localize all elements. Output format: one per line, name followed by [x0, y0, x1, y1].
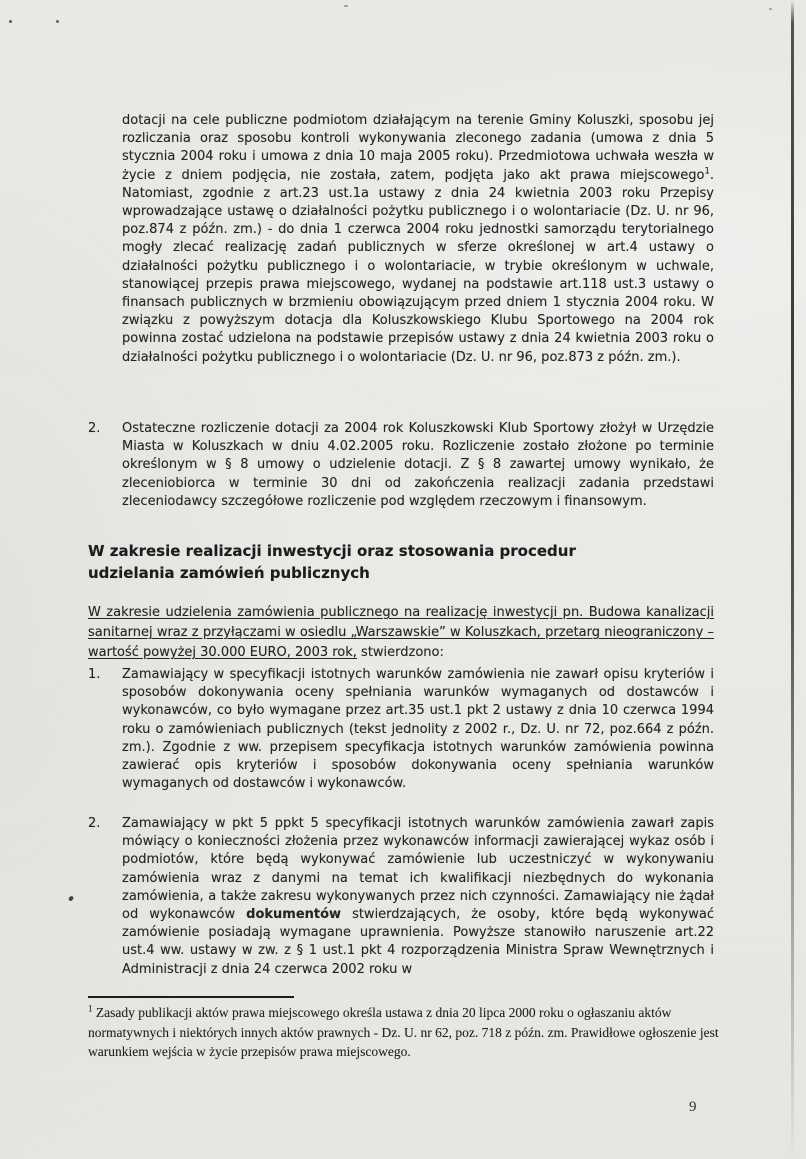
finding-item-1 — [88, 666, 714, 793]
section-heading-line: W zakresie realizacji inwestycji oraz stosowania procedur — [88, 542, 576, 560]
page-number: 9 — [689, 1099, 697, 1115]
item-text-bold: dokumentów — [246, 907, 342, 923]
section-heading — [88, 541, 714, 584]
item-text-segment: stwierdzających, że osoby, które będą wykonywać zamówienie posiadają wymagane uprawnienia. Powyższe stanowiło naruszenie art.22 ust.4 ww. ustawy w zw. z § 1 ust.1 pkt 4 rozporządzenia Ministra Spraw Wewnętrznych i Administracji z dnia 24 czerwca 2002 roku w — [122, 907, 714, 977]
item-text — [122, 815, 714, 979]
footnote — [88, 996, 738, 1062]
item-number: 2. — [88, 816, 101, 831]
lead-tail-text: stwierdzono: — [356, 645, 444, 660]
section-heading-line: udzielania zamówień publicznych — [88, 563, 370, 582]
footnote-ref-marker: 1 — [704, 166, 710, 177]
scan-speck — [56, 20, 59, 23]
footnote-separator — [88, 996, 294, 998]
scan-artifact-line — [791, 0, 794, 1159]
item-number: 2. — [88, 421, 101, 436]
paragraph-text: dotacji na cele publiczne podmiotom działającym na terenie Gminy Koluszki, sposobu jej rozliczania oraz sposobu kontroli wykonywania zleconego zadania (umowa z dnia 5 stycznia 2004 roku i umowa z dnia 10 maja 2005 roku). Przedmiotowa uchwała weszła w życie z dniem podjęcia, nie została, zatem, podjęta jako akt prawa miejscowego — [122, 113, 714, 183]
item-text-segment: Zamawiający w pkt 5 ppkt 5 specyfikacji istotnych warunków zamówienia zawarł zapis mówiący o konieczności złożenia przez wykonawców informacji zawierającej wykaz osób i podmiotów, które będą wykonywać zamówienie lub uczestniczyć w wykonywaniu zamówienia wraz z danymi na temat ich kwalifikacji niezbędnych do wykonania zamówienia, a także zakresu wykonywanych przez nich czynności. Zamawiający nie żądał od wykonawców — [122, 816, 714, 923]
scan-speck — [769, 8, 772, 10]
lead-paragraph — [88, 603, 714, 663]
footnote-text — [88, 1003, 738, 1062]
item-number: 1. — [88, 667, 101, 682]
footnote-text-body: Zasady publikacji aktów prawa miejscowego określa ustawa z dnia 20 lipca 2000 roku o ogłaszaniu aktów normatywnych i niektórych innych aktów prawnych - Dz. U. nr 62, poz. 718 z późn. zm. Prawidłowe ogłoszenie jest warunkiem wejścia w życie przepisów prawa miejscowego. — [88, 1005, 719, 1059]
item-text: Ostateczne rozliczenie dotacji za 2004 rok Koluszkowski Klub Sportowy złożył w Urzędzie Miasta w Koluszkach w dniu 4.02.2005 roku. Rozliczenie zostało złożone po terminie określonym w § 8 umowy o udzielenie dotacji. Z § 8 zawartej umowy wynikało, że zleceniobiorca w terminie 30 dni od zakończenia realizacji zadania przedstawi zleceniodawcy szczegółowe rozliczenie pod względem rzeczowym i finansowym. — [122, 421, 714, 509]
footnote-ref-marker: 1 — [88, 1003, 93, 1014]
finding-item-2 — [88, 815, 714, 979]
numbered-item-2 — [88, 420, 714, 511]
lead-underlined-text: W zakresie udzielenia zamówienia publicznego na realizację inwestycji pn. Budowa kanalizacji sanitarnej wraz z przyłączami w osiedlu „Warszawskie” w Koluszkach, przetarg nieograniczony – wartość powyżej 30.000 EURO, 2003 rok, — [88, 605, 714, 660]
body-paragraph-continuation — [122, 112, 714, 367]
scan-speck — [9, 20, 12, 23]
margin-ink-mark — [68, 895, 74, 901]
item-text: Zamawiający w specyfikacji istotnych warunków zamówienia nie zawarł opisu kryteriów i sposobów dokonywania oceny spełniania warunków wymaganych od dostawców i wykonawców, co było wymagane przez art.35 ust.1 pkt 2 ustawy z dnia 10 czerwca 1994 roku o zamówieniach publicznych (tekst jednolity z 2002 r., Dz. U. nr 72, poz.664 z późn. zm.). Zgodnie z ww. przepisem specyfikacja istotnych warunków zamówienia powinna zawierać opis kryteriów i sposobów dokonywania oceny spełniania warunków wymaganych od dostawców i wykonawców. — [122, 667, 714, 792]
scan-speck — [344, 5, 348, 7]
paragraph-text: . Natomiast, zgodnie z art.23 ust.1a ustawy z dnia 24 kwietnia 2003 roku Przepisy wprowadzające ustawę o działalności pożytku publicznego i o wolontariacie (Dz. U. nr 96, poz.874 z późn. zm.) - do dnia 1 czerwca 2004 roku jednostki samorządu terytorialnego mogły zlecać realizację zadań publicznych w sferze określonej w art.4 ustawy o działalności pożytku publicznego i o wolontariacie, w trybie określonym w uchwale, stanowiącej przepis prawa miejscowego, wydanej na podstawie art.118 ust.3 ustawy o finansach publicznych w brzmieniu obowiązującym przed dniem 1 stycznia 2004 roku. W związku z powyższym dotacja dla Koluszkowskiego Klubu Sportowego na 2004 rok powinna zostać udzielona na podstawie przepisów ustawy z dnia 24 kwietnia 2003 roku o działalności pożytku publicznego i o wolontariacie (Dz. U. nr 96, poz.873 z późn. zm.). — [122, 167, 714, 365]
